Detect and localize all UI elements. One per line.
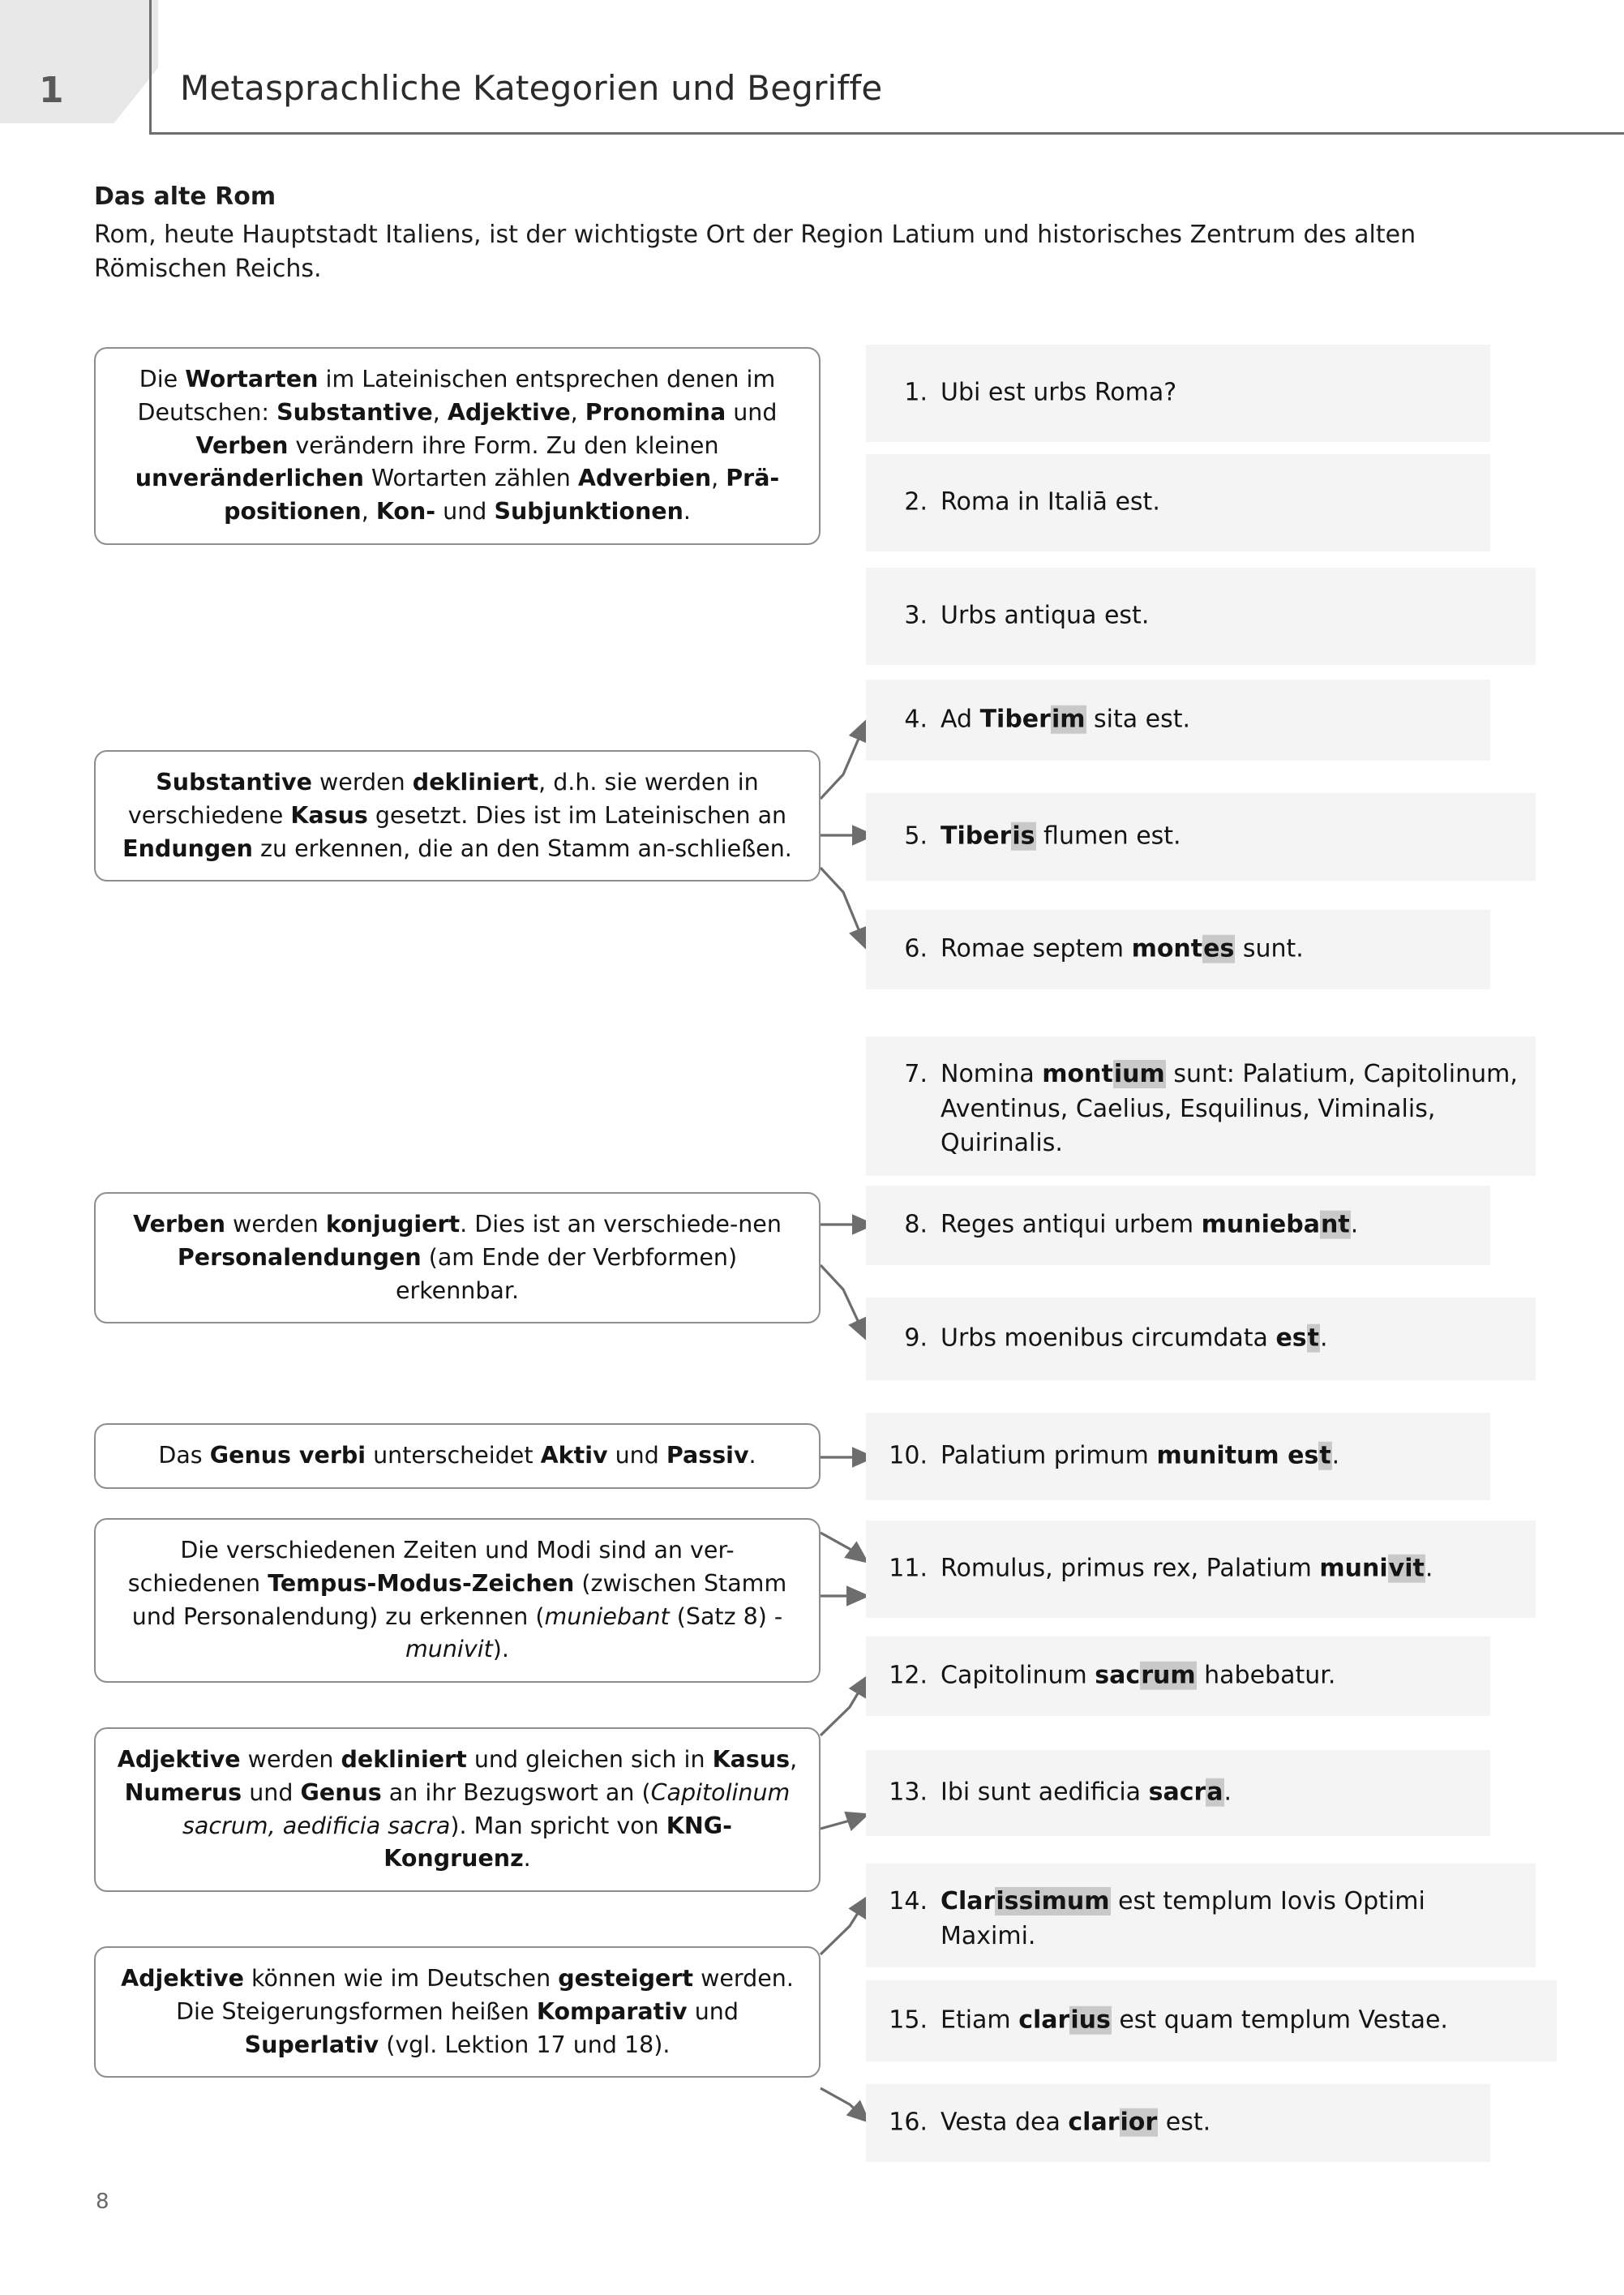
intro-title: Das alte Rom — [94, 182, 276, 211]
box-adjektive-steigerung: Adjektive können wie im Deutschen gesteigert werden. Die Steigerungsformen heißen Komparativ und Superlativ (vgl. Lektion 17 und 18). — [94, 1946, 821, 2078]
sentence-number: 15. — [889, 2005, 928, 2035]
sentence-text: Romulus, primus rex, Palatium munivit. — [941, 1554, 1433, 1583]
sentence-text: Urbs moenibus circumdata est. — [941, 1323, 1328, 1353]
sentence-text: Ibi sunt aedificia sacra. — [941, 1778, 1232, 1807]
box-genus-verbi: Das Genus verbi unterscheidet Aktiv und Passiv. — [94, 1423, 821, 1489]
sentence-row — [866, 1186, 1490, 1265]
intro-block — [94, 180, 1545, 287]
sentence-row — [866, 1413, 1490, 1500]
sentence-number: 6. — [904, 934, 928, 963]
chapter-number: 1 — [39, 70, 64, 111]
sentence-row — [866, 910, 1490, 989]
sentence-number: 16. — [889, 2108, 928, 2137]
box-tempus-modus: Die verschiedenen Zeiten und Modi sind an ver-schiedenen Tempus-Modus-Zeichen (zwischen Stamm und Personalendung) zu erkennen (muniebant (Satz 8) - munivit). — [94, 1518, 821, 1683]
sentence-number: 9. — [904, 1323, 928, 1353]
sentence-number: 8. — [904, 1210, 928, 1239]
sentence-text: Roma in Italiā est. — [941, 487, 1160, 517]
sentence-number: 2. — [904, 487, 928, 517]
page-title: Metasprachliche Kategorien und Begriffe — [180, 68, 883, 108]
sentence-number: 13. — [889, 1778, 928, 1807]
intro-text: Rom, heute Hauptstadt Italiens, ist der wichtigste Ort der Region Latium und historisches Zentrum des alten Römischen Reichs. — [94, 220, 1416, 284]
sentence-row — [866, 1750, 1490, 1836]
sentence-text: Ubi est urbs Roma? — [941, 378, 1177, 407]
sentence-number: 4. — [904, 705, 928, 734]
sentence-row — [866, 680, 1490, 761]
sentence-number: 5. — [904, 821, 928, 851]
sentence-row — [866, 1637, 1490, 1716]
sentence-number: 11. — [889, 1554, 928, 1583]
box-wortarten: Die Wortarten im Lateinischen entsprechen denen im Deutschen: Substantive, Adjektive, Pronomina und Verben verändern ihre Form. Zu den kleinen unveränderlichen Wortarten zählen Adverbien, Prä-positionen, Kon- und Subjunktionen. — [94, 347, 821, 545]
sentence-row — [866, 568, 1536, 665]
box-substantive: Substantive werden dekliniert, d.h. sie werden in verschiedene Kasus gesetzt. Dies ist im Lateinischen an Endungen zu erkennen, die an den Stamm an-schließen. — [94, 750, 821, 882]
sentence-text: Tiberis flumen est. — [941, 821, 1181, 851]
sentence-text: Urbs antiqua est. — [941, 601, 1150, 630]
sentence-text: Vesta dea clarior est. — [941, 2108, 1211, 2137]
sentence-text: Palatium primum munitum est. — [941, 1441, 1340, 1470]
sentence-number: 10. — [889, 1441, 928, 1470]
page-number: 8 — [96, 2190, 109, 2214]
sentence-row — [866, 1036, 1536, 1176]
sentence-number: 7. — [904, 1060, 928, 1088]
box-verben: Verben werden konjugiert. Dies ist an verschiede-nen Personalendungen (am Ende der Verbformen) erkennbar. — [94, 1192, 821, 1323]
sentence-row — [866, 1980, 1557, 2061]
sentence-text: Ad Tiberim sita est. — [941, 705, 1191, 734]
sentence-row — [866, 1298, 1536, 1380]
sentence-row — [866, 1864, 1536, 1967]
sentence-text: Capitolinum sacrum habebatur. — [941, 1661, 1336, 1690]
page-header — [0, 0, 1624, 142]
sentence-text: Nomina montium sunt: Palatium, Capitolinum, Aventinus, Caelius, Esquilinus, Viminalis, Quirinalis. — [941, 1060, 1518, 1158]
sentence-number: 3. — [904, 601, 928, 630]
sentence-row — [866, 793, 1536, 881]
chapter-tab — [0, 0, 158, 123]
box-adjektive-deklination: Adjektive werden dekliniert und gleichen sich in Kasus, Numerus und Genus an ihr Bezugswort an (Capitolinum sacrum, aedificia sacra). Man spricht von KNG-Kongruenz. — [94, 1727, 821, 1892]
sentence-text: Romae septem montes sunt. — [941, 934, 1304, 963]
sentence-text: Clarissimum est templum Iovis Optimi Maximi. — [941, 1887, 1425, 1950]
header-rule-horizontal — [149, 132, 1624, 135]
sentence-text: Reges antiqui urbem muniebant. — [941, 1210, 1359, 1239]
sentence-number: 12. — [889, 1661, 928, 1690]
sentence-number: 14. — [889, 1887, 928, 1915]
sentence-text: Etiam clarius est quam templum Vestae. — [941, 2005, 1448, 2035]
sentence-row — [866, 345, 1490, 442]
sentence-number: 1. — [904, 378, 928, 407]
sentence-row — [866, 2084, 1490, 2162]
sentence-row — [866, 454, 1490, 551]
sentence-row — [866, 1521, 1536, 1618]
header-rule-vertical — [149, 0, 152, 134]
